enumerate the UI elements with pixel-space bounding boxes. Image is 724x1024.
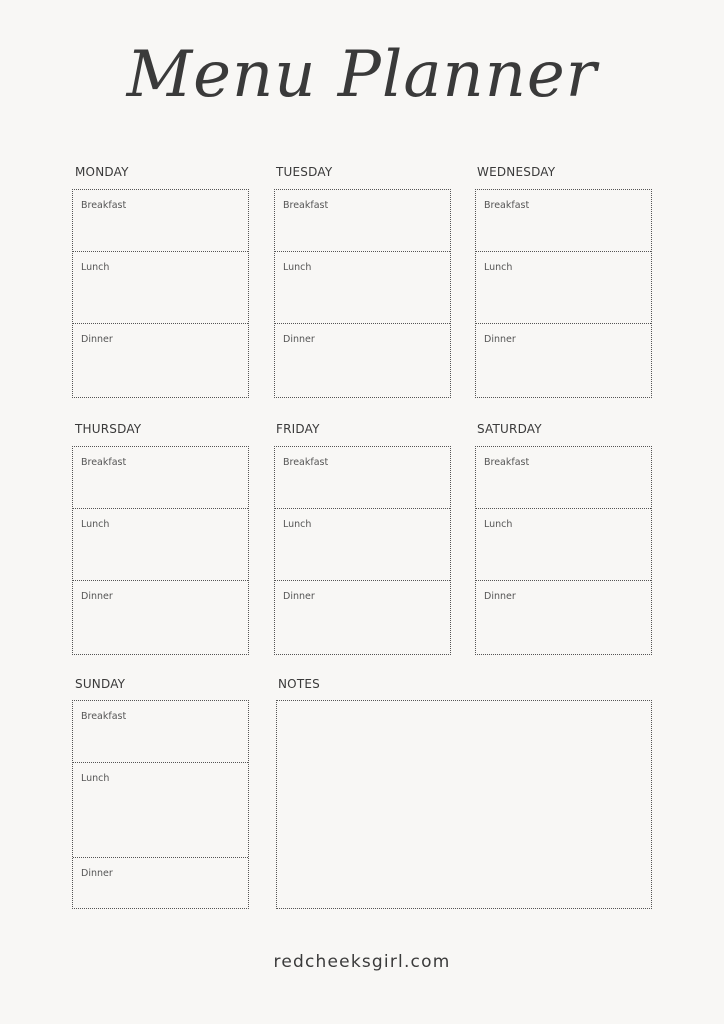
meal-cell-breakfast[interactable] <box>73 447 248 509</box>
meal-label-breakfast: Breakfast <box>81 711 127 722</box>
meal-cell-dinner[interactable] <box>476 580 651 654</box>
day-label-tuesday: TUESDAY <box>276 165 333 179</box>
meal-label-lunch: Lunch <box>81 773 110 784</box>
meal-label-dinner: Dinner <box>484 591 516 602</box>
day-label-thursday: THURSDAY <box>75 422 142 436</box>
day-box-wednesday <box>475 189 652 398</box>
meal-cell-dinner[interactable] <box>275 323 450 397</box>
meal-cell-breakfast[interactable] <box>476 447 651 509</box>
meal-label-lunch: Lunch <box>283 262 312 273</box>
meal-cell-dinner[interactable] <box>476 323 651 397</box>
meal-cell-dinner[interactable] <box>73 580 248 654</box>
day-box-sunday <box>72 700 249 909</box>
page-title: Menu Planner <box>126 38 598 112</box>
day-box-thursday <box>72 446 249 655</box>
meal-cell-breakfast[interactable] <box>73 190 248 252</box>
meal-cell-breakfast[interactable] <box>275 447 450 509</box>
meal-cell-lunch[interactable] <box>476 508 651 580</box>
notes-label: NOTES <box>278 677 320 691</box>
meal-label-breakfast: Breakfast <box>283 200 329 211</box>
meal-cell-lunch[interactable] <box>73 251 248 323</box>
meal-cell-lunch[interactable] <box>275 508 450 580</box>
meal-cell-lunch[interactable] <box>73 762 248 858</box>
meal-label-dinner: Dinner <box>283 334 315 345</box>
meal-label-dinner: Dinner <box>283 591 315 602</box>
day-box-tuesday <box>274 189 451 398</box>
day-box-saturday <box>475 446 652 655</box>
notes-box[interactable] <box>276 700 652 909</box>
meal-label-lunch: Lunch <box>484 262 513 273</box>
meal-label-lunch: Lunch <box>81 519 110 530</box>
meal-cell-breakfast[interactable] <box>476 190 651 252</box>
meal-cell-dinner[interactable] <box>275 580 450 654</box>
meal-label-lunch: Lunch <box>283 519 312 530</box>
meal-label-breakfast: Breakfast <box>484 457 530 468</box>
meal-cell-lunch[interactable] <box>275 251 450 323</box>
day-label-friday: FRIDAY <box>276 422 320 436</box>
day-label-saturday: SATURDAY <box>477 422 542 436</box>
meal-label-breakfast: Breakfast <box>484 200 530 211</box>
meal-label-dinner: Dinner <box>484 334 516 345</box>
meal-label-lunch: Lunch <box>81 262 110 273</box>
meal-cell-dinner[interactable] <box>73 857 248 908</box>
day-label-monday: MONDAY <box>75 165 129 179</box>
meal-label-dinner: Dinner <box>81 334 113 345</box>
meal-cell-lunch[interactable] <box>73 508 248 580</box>
meal-cell-breakfast[interactable] <box>73 701 248 763</box>
day-label-sunday: SUNDAY <box>75 677 126 691</box>
meal-label-breakfast: Breakfast <box>81 457 127 468</box>
meal-label-dinner: Dinner <box>81 868 113 879</box>
meal-label-dinner: Dinner <box>81 591 113 602</box>
day-box-friday <box>274 446 451 655</box>
day-box-monday <box>72 189 249 398</box>
meal-cell-lunch[interactable] <box>476 251 651 323</box>
footer-website: redcheeksgirl.com <box>273 952 451 972</box>
day-label-wednesday: WEDNESDAY <box>477 165 556 179</box>
meal-cell-breakfast[interactable] <box>275 190 450 252</box>
meal-label-breakfast: Breakfast <box>283 457 329 468</box>
meal-label-lunch: Lunch <box>484 519 513 530</box>
meal-cell-dinner[interactable] <box>73 323 248 397</box>
meal-label-breakfast: Breakfast <box>81 200 127 211</box>
